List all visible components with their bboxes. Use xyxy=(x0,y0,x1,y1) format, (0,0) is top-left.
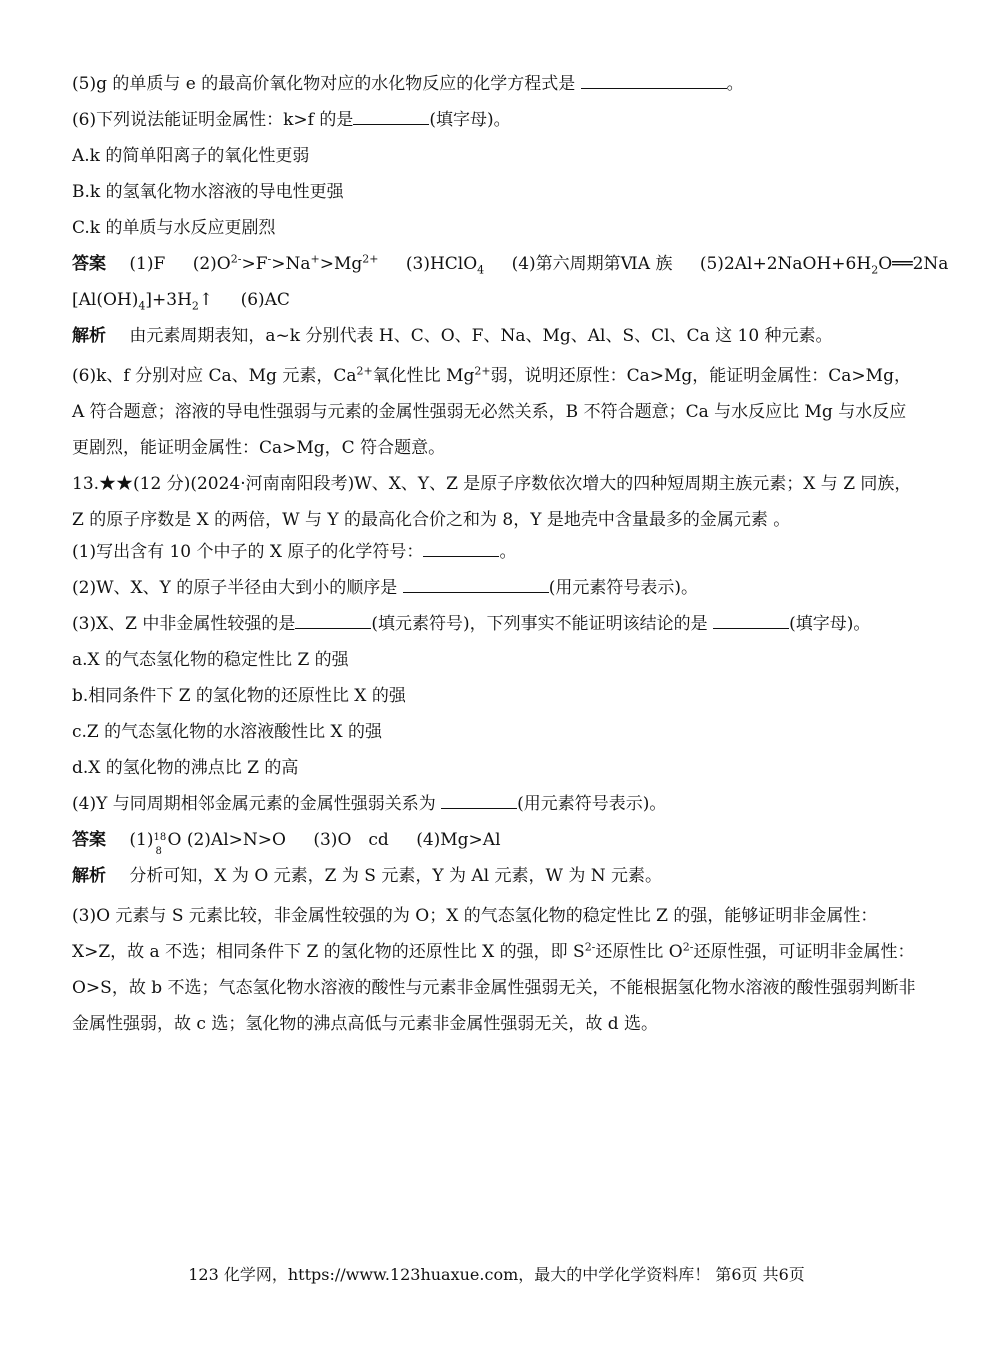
answer-blank[interactable] xyxy=(581,72,727,89)
answer-12-line1: 答案 (1)F $(2)O^{2-}>F^->Na^+>Mg^{2+}$ (3)HClO$_4$ (4)第六周期第ⅥA 族 $(5)2Al+2NaOH+6H_2O══2Na$ xyxy=(72,252,949,277)
option-b: b.相同条件下 Z 的氢化物的还原性比 X 的强 xyxy=(72,686,406,706)
analysis-13-paragraph: (3)O 元素与 S 元素比较，非金属性较强的为 O；X 的气态氢化物的稳定性比 Z 的强，能够证明非金属性：X>Z，故 a 不选；相同条件下 Z 的氢化物的还原性比 X 的强，即 $S^{2-}$还原性比 $O^{2-}$还原性强，可证明非金属性：O>S，故 b 不选；气态氢化物水溶液的酸性与元素非金属性强弱无关，不能根据氢化物水溶液的酸性强弱判断非金属性强弱，故 c 选；氢化物的沸点高低与元素非金属性强弱无关，故 d 选。 xyxy=(72,906,916,1034)
option-b: B.k 的氢氧化物水溶液的导电性更强 xyxy=(72,182,344,202)
analysis-12-line1: 解析 由元素周期表知，a~k 分别代表 H、C、O、F、Na、Mg、Al、S、Cl、Ca 这 10 种元素。 xyxy=(72,326,833,346)
answer-blank[interactable] xyxy=(441,792,517,809)
question-13-part2: (2)W、X、Y 的原子半径由大到小的顺序是 (用元素符号表示)。 xyxy=(72,578,698,598)
answer-blank[interactable] xyxy=(713,612,789,629)
question-5-line: (5)g 的单质与 e 的最高价氧化物对应的水化物反应的化学方程式是 。 xyxy=(72,74,744,94)
answer-13-line: 答案 (1) 18 8 O (2)Al>N>O (3)O cd (4)Mg>Al xyxy=(72,830,501,857)
analysis-label: 解析 xyxy=(72,326,106,346)
answer-blank[interactable] xyxy=(295,612,371,629)
option-a: A.k 的简单阳离子的氧化性更弱 xyxy=(72,146,310,166)
analysis-label: 解析 xyxy=(72,866,106,886)
nuclide-notation: 18 8 xyxy=(153,832,167,857)
answer-blank[interactable] xyxy=(423,540,499,557)
answer-blank[interactable] xyxy=(353,108,429,125)
page-footer: 123 化学网，https://www.123huaxue.com，最大的中学化学资料库！ 第6页 共6页 xyxy=(188,1265,805,1284)
answer-label: 答案 xyxy=(72,830,106,850)
option-a: a.X 的气态氢化物的稳定性比 Z 的强 xyxy=(72,650,349,670)
question-13-stem: 13.★★(12 分)(2024·河南南阳段考)W、X、Y、Z 是原子序数依次增大的四种短周期主族元素；X 与 Z 同族，Z 的原子序数是 X 的两倍，W 与 Y 的最高化合价之和为 8，Y 是地壳中含量最多的金属元素 。 xyxy=(72,474,912,530)
question-6-line: (6)下列说法能证明金属性：k>f 的是 (填字母)。 xyxy=(72,110,511,130)
analysis-13-line1: 解析 分析可知，X 为 O 元素，Z 为 S 元素，Y 为 Al 元素，W 为 N 元素。 xyxy=(72,866,663,886)
option-d: d.X 的氢化物的沸点比 Z 的高 xyxy=(72,758,299,778)
answer-12-line2: $[Al(OH)_4]+3H_2↑$ (6)AC xyxy=(72,290,290,313)
question-13-part4: (4)Y 与同周期相邻金属元素的金属性强弱关系为 (用元素符号表示)。 xyxy=(72,794,667,814)
document-body xyxy=(72,70,949,1042)
option-c: C.k 的单质与水反应更剧烈 xyxy=(72,218,276,238)
question-13-part3: (3)X、Z 中非金属性较强的是 (填元素符号)，下列事实不能证明该结论的是 (填字母)。 xyxy=(72,614,871,634)
question-13-part1: (1)写出含有 10 个中子的 X 原子的化学符号： 。 xyxy=(72,542,517,562)
answer-blank[interactable] xyxy=(403,576,549,593)
analysis-12-paragraph: (6)k、f 分别对应 Ca、Mg 元素，$Ca^{2+}$氧化性比 $Mg^{2+}$弱，说明还原性：Ca>Mg，能证明金属性：Ca>Mg，A 符合题意；溶液的导电性强弱与元素的金属性强弱无必然关系，B 不符合题意；Ca 与水反应比 Mg 与水反应更剧烈，能证明金属性：Ca>Mg，C 符合题意。 xyxy=(72,364,911,458)
option-c: c.Z 的气态氢化物的水溶液酸性比 X 的强 xyxy=(72,722,383,742)
answer-label: 答案 xyxy=(72,254,106,274)
